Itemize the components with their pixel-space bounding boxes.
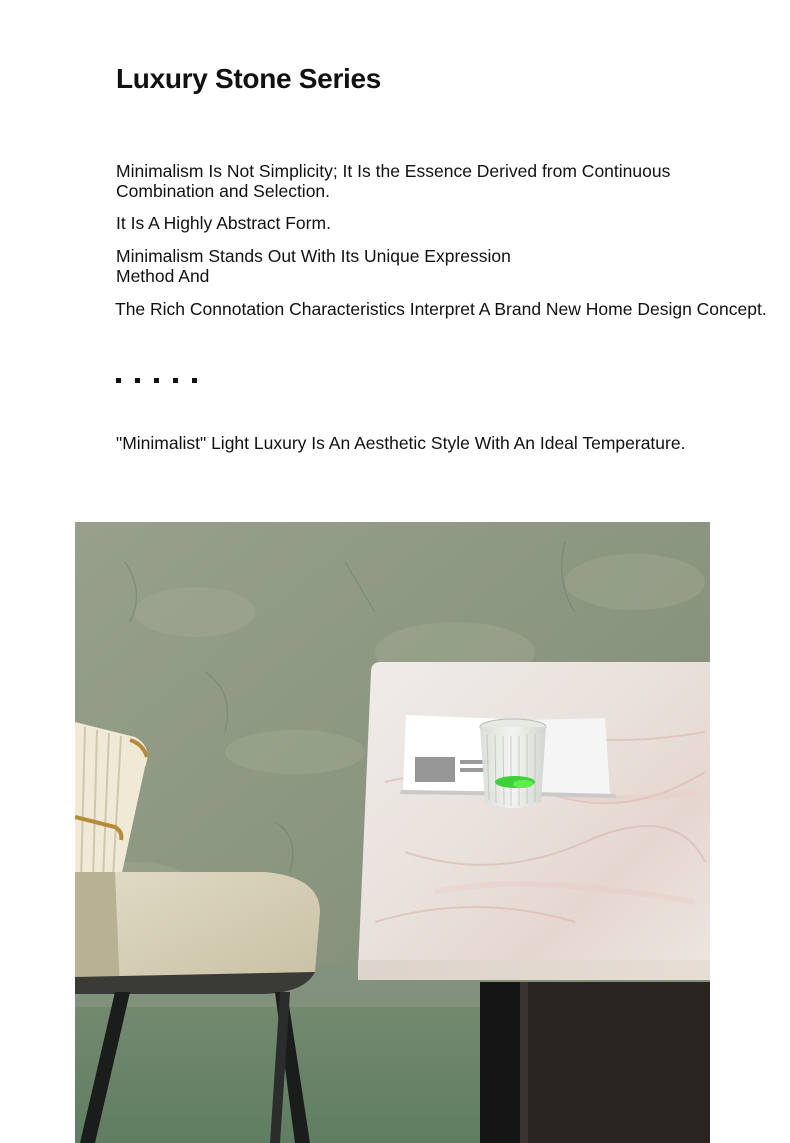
paragraph-unique-expression: Minimalism Stands Out With Its Unique Expression Method And bbox=[116, 246, 511, 286]
separator-dot bbox=[116, 378, 121, 383]
paragraph-abstract-form: It Is A Highly Abstract Form. bbox=[116, 213, 331, 233]
quote-light-luxury: "Minimalist" Light Luxury Is An Aesthetic Style With An Ideal Temperature. bbox=[116, 433, 686, 453]
product-photo-marble-table bbox=[75, 522, 710, 1143]
separator-dot bbox=[173, 378, 178, 383]
dot-separator bbox=[116, 378, 197, 383]
separator-dot bbox=[154, 378, 159, 383]
paragraph-minimalism-essence: Minimalism Is Not Simplicity; It Is the Essence Derived from Continuous Combination and Selection. bbox=[116, 161, 671, 201]
separator-dot bbox=[135, 378, 140, 383]
page-title: Luxury Stone Series bbox=[116, 63, 382, 94]
separator-dot bbox=[192, 378, 197, 383]
paragraph-rich-connotation: The Rich Connotation Characteristics Interpret A Brand New Home Design Concept. bbox=[115, 299, 767, 319]
